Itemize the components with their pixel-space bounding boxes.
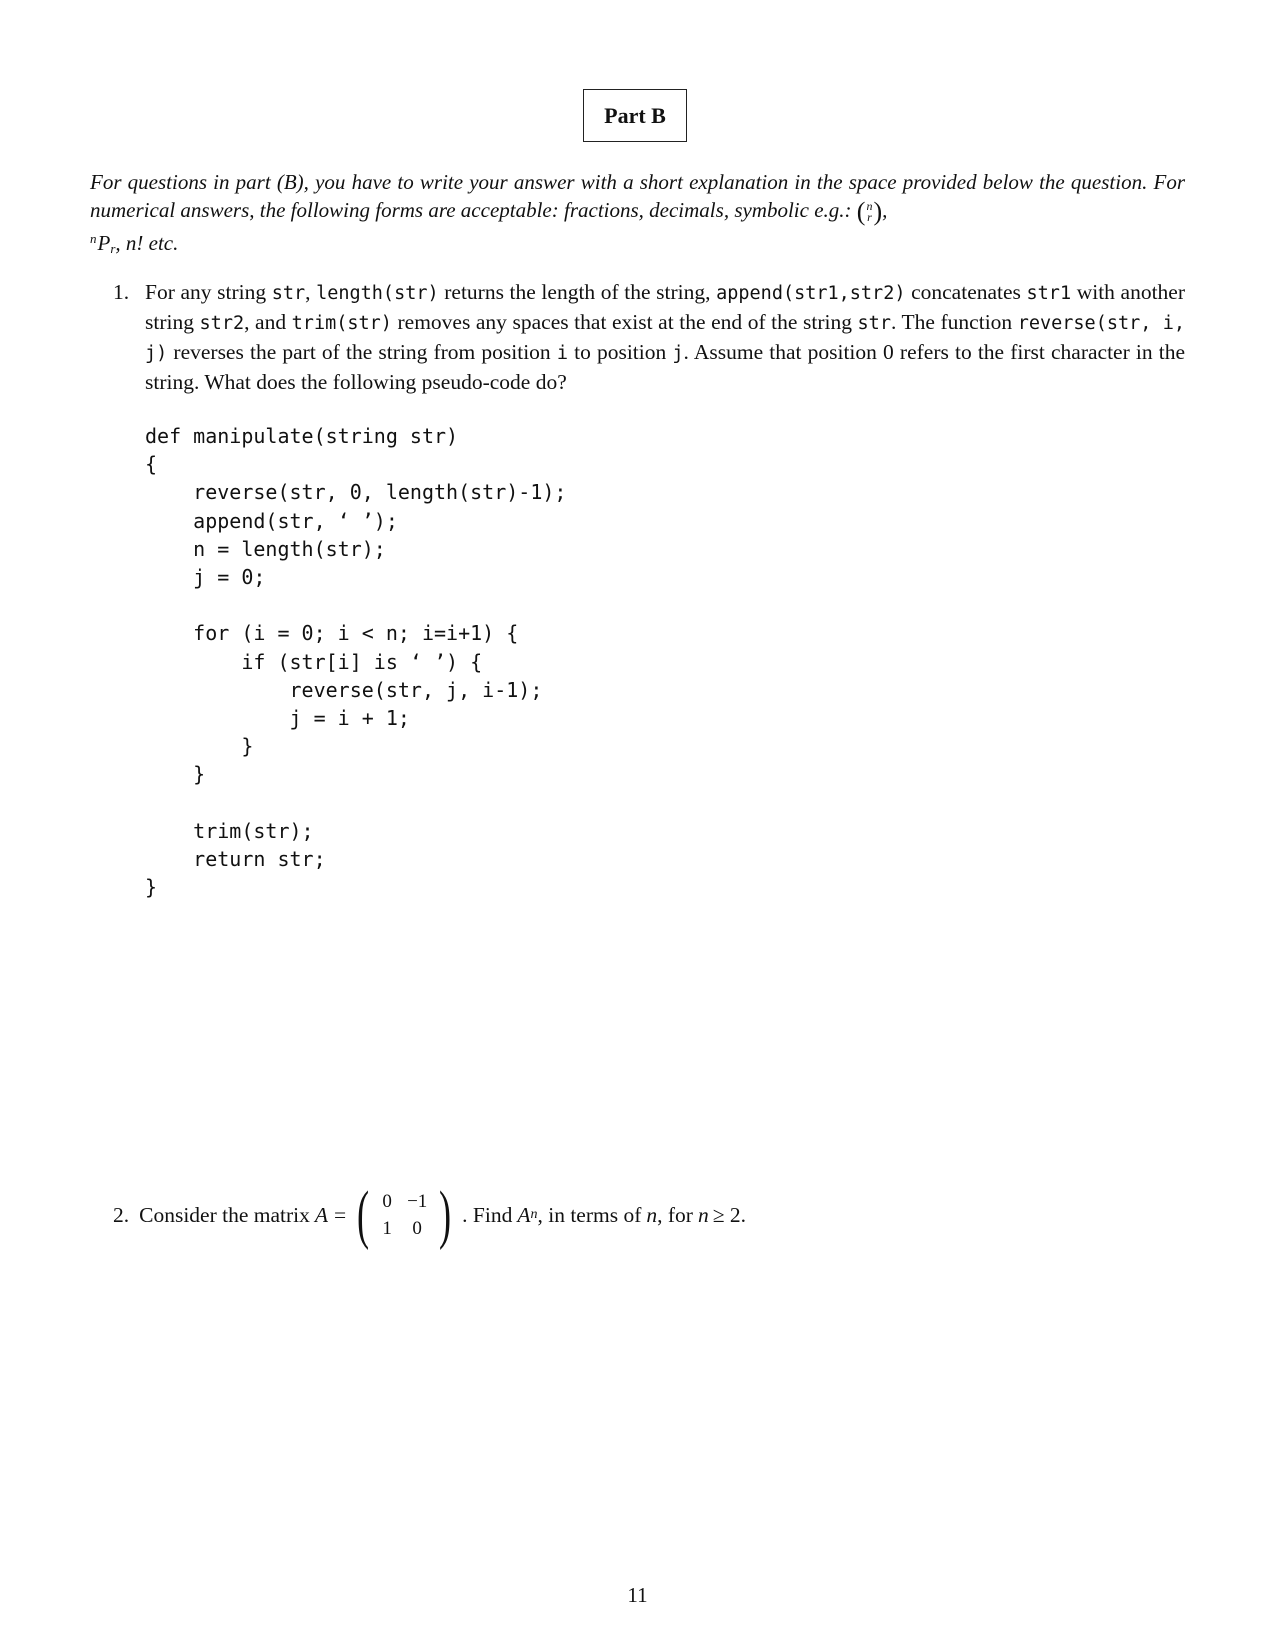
instructions-tail: , n! etc. (115, 231, 179, 256)
binom-bottom: r (867, 210, 872, 225)
part-title: Part B (604, 102, 666, 128)
question-1-text: For any string str, length(str) returns the length of the string, append(str1,str2) concatenates str1 with another string str2, and trim(str) removes any spaces that exist at the end of the string str. The function reverse(str, i, j) reverses the part of the string from position i to position j. Assume that position 0 refers to the first character in the string. What does the following pseudo-code do? (145, 280, 1185, 394)
matrix-A: ( 0 −1 1 0 ) (357, 1178, 452, 1251)
perm-prefix: n (90, 231, 97, 247)
matrix-cell: −1 (407, 1191, 428, 1212)
instructions-text: For questions in part (B), you have to write your answer with a short explanation in the space provided below the question. For numerical answers, the following forms are acceptable: fractions, decimals, symbolic e.g.: (90, 170, 1185, 222)
matrix-cell: 0 (412, 1218, 422, 1239)
perm-P: P (97, 231, 111, 256)
part-title-box (583, 89, 687, 142)
matrix-cell: 0 (382, 1191, 392, 1212)
question-1-number: 1. (113, 280, 130, 304)
instructions-comma: , (882, 198, 888, 222)
question-2-number: 2. (113, 1203, 130, 1227)
question-2: 2. Consider the matrix A = ( 0 −1 1 0 ) . Find A n , in terms of n , for n ≥ 2. (113, 1178, 747, 1251)
matrix-cell: 1 (382, 1218, 392, 1239)
binomial-symbol: ( n r ) (856, 197, 883, 227)
pseudo-code-block: def manipulate(string str) { reverse(str, 0, length(str)-1); append(str, ‘ ’); n = length(str); j = 0; for (i = 0; i < n; i=i+1) { if (str[i] is ‘ ’) { reverse(str, j, i-1); j = i + 1; } } trim(str); return str; } (145, 424, 567, 900)
page-number: 11 (627, 1583, 648, 1607)
perm-sub: r (110, 241, 116, 257)
binom-top: n (866, 199, 873, 214)
instructions (90, 168, 1185, 263)
question-1 (113, 278, 1185, 396)
